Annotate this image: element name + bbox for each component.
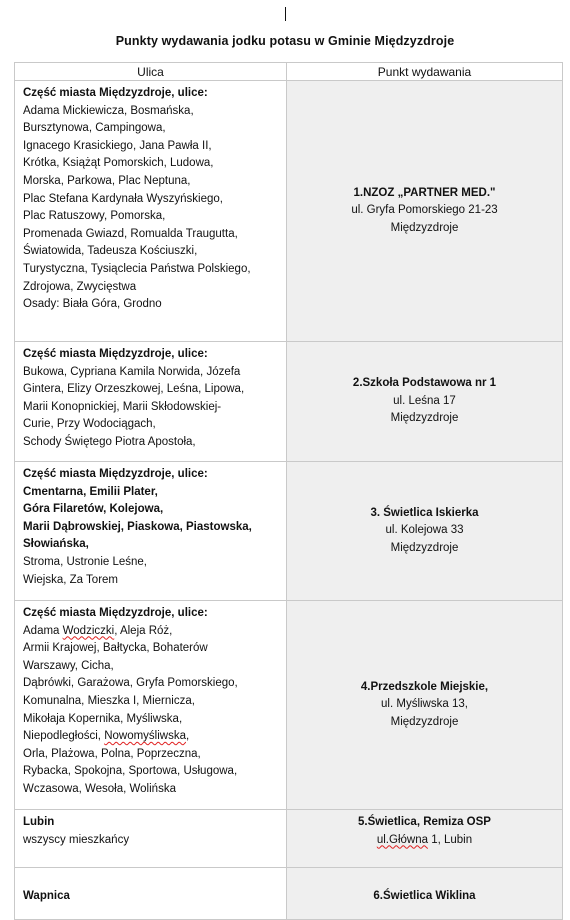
street-line: Marii Konopnickiej, Marii Skłodowskiej- [23, 400, 222, 413]
streets-cell [15, 462, 287, 601]
streets-cell [15, 601, 287, 810]
area-heading: Część miasta Międzyzdroje, ulice: [23, 348, 208, 360]
street-line: Dąbrówki, Garażowa, Gryfa Pomorskiego, [23, 677, 238, 690]
point-address: ul. Gryfa Pomorskiego 21-23 [351, 204, 498, 217]
area-heading: Część miasta Międzyzdroje, ulice: [23, 468, 208, 480]
street-line: wszyscy mieszkańcy [23, 833, 130, 846]
streets-cell [15, 868, 287, 920]
street-line: Komunalna, Mieszka I, Miernicza, [23, 694, 195, 707]
street-line: Zdrojowa, Zwycięstwa [23, 280, 137, 293]
street-line: Turystyczna, Tysiąclecia Państwa Polskiego, [23, 262, 251, 275]
point-name: 4.Przedszkole Miejskie, [360, 680, 489, 693]
page-title: Punkty wydawania jodku potasu w Gminie Międzyzdroje [115, 34, 455, 48]
table-row [15, 868, 563, 920]
point-cell [287, 81, 563, 342]
street-line: Plac Stefana Kardynała Wyszyńskiego, [23, 192, 223, 205]
column-header-point: Punkt wydawania [287, 63, 563, 81]
street-line: Góra Filaretów, Kolejowa, [23, 503, 164, 516]
point-name: 1.NZOZ „PARTNER MED." [353, 186, 496, 199]
point-cell [287, 462, 563, 601]
street-line: Adama Wodziczki, Aleja Róż, [23, 624, 173, 637]
point-cell [287, 342, 563, 462]
street-line: Plac Ratuszowy, Pomorska, [23, 210, 166, 223]
area-heading: Lubin [23, 816, 55, 828]
street-line: Marii Dąbrowskiej, Piaskowa, Piastowska, [23, 520, 252, 533]
spellcheck-underlined-word: ul.Główna [376, 833, 428, 846]
point-address: ul.Główna 1, Lubin [376, 833, 473, 846]
street-line: Adama Mickiewicza, Bosmańska, [23, 104, 194, 117]
street-line: Rybacka, Spokojna, Sportowa, Usługowa, [23, 765, 238, 778]
street-line: Armii Krajowej, Bałtycka, Bohaterów [23, 642, 208, 655]
area-heading: Wapnica [23, 889, 70, 902]
point-city: Międzyzdroje [390, 541, 459, 554]
street-line: Warszawy, Cicha, [23, 659, 114, 672]
point-city: Międzyzdroje [390, 412, 459, 425]
street-line: Wiejska, Za Torem [23, 573, 119, 586]
area-heading: Część miasta Międzyzdroje, ulice: [23, 607, 208, 619]
point-address: ul. Leśna 17 [393, 394, 456, 407]
point-cell [287, 868, 563, 920]
street-line: Cmentarna, Emilii Plater, [23, 485, 158, 498]
table-row [15, 462, 563, 601]
point-name: 2.Szkoła Podstawowa nr 1 [352, 377, 497, 390]
text-cursor [285, 7, 286, 21]
point-cell [287, 810, 563, 868]
spellcheck-underlined-word: Nowomyśliwska [104, 730, 186, 743]
point-name: 3. Świetlica Iskierka [370, 506, 479, 519]
distribution-points-table [14, 62, 563, 920]
street-line: Ignacego Krasickiego, Jana Pawła II, [23, 139, 212, 152]
street-line: Niepodległości, Nowomyśliwska, [23, 730, 190, 743]
point-city: Międzyzdroje [390, 715, 459, 728]
spellcheck-underlined-word: Wodziczki [62, 624, 115, 637]
street-line: Bukowa, Cypriana Kamila Norwida, Józefa [23, 365, 241, 378]
street-line: Curie, Przy Wodociągach, [23, 418, 156, 431]
streets-cell [15, 342, 287, 462]
street-line: Krótka, Książąt Pomorskich, Ludowa, [23, 157, 214, 170]
street-line: Osady: Biała Góra, Grodno [23, 298, 162, 311]
street-line: Słowiańska, [23, 538, 89, 551]
column-header-street: Ulica [15, 63, 287, 81]
point-name: 6.Świetlica Wiklina [373, 889, 476, 902]
street-line: Morska, Parkowa, Plac Neptuna, [23, 174, 191, 187]
point-address: ul. Kolejowa 33 [385, 524, 464, 537]
street-line: Bursztynowa, Campingowa, [23, 122, 166, 135]
table-row [15, 810, 563, 868]
point-name: 5.Świetlica, Remiza OSP [358, 816, 491, 828]
point-city: Międzyzdroje [390, 221, 459, 234]
street-line: Stroma, Ustronie Leśne, [23, 555, 148, 568]
street-line: Gintera, Elizy Orzeszkowej, Leśna, Lipowa, [23, 383, 245, 396]
street-line: Światowida, Tadeusza Kościuszki, [23, 245, 198, 258]
streets-cell [15, 81, 287, 342]
street-line: Orla, Plażowa, Polna, Poprzeczna, [23, 747, 201, 760]
area-heading: Część miasta Międzyzdroje, ulice: [23, 87, 208, 99]
street-line: Mikołaja Kopernika, Myśliwska, [23, 712, 183, 725]
street-line: Wczasowa, Wesoła, Wolińska [23, 782, 176, 795]
table-header-row [15, 63, 563, 81]
street-line: Promenada Gwiazd, Romualda Traugutta, [23, 227, 238, 240]
table-row [15, 342, 563, 462]
streets-cell [15, 810, 287, 868]
street-line: Schody Świętego Piotra Apostoła, [23, 435, 196, 448]
point-address: ul. Myśliwska 13, [381, 698, 468, 711]
point-cell [287, 601, 563, 810]
table-row [15, 81, 563, 342]
table-row [15, 601, 563, 810]
